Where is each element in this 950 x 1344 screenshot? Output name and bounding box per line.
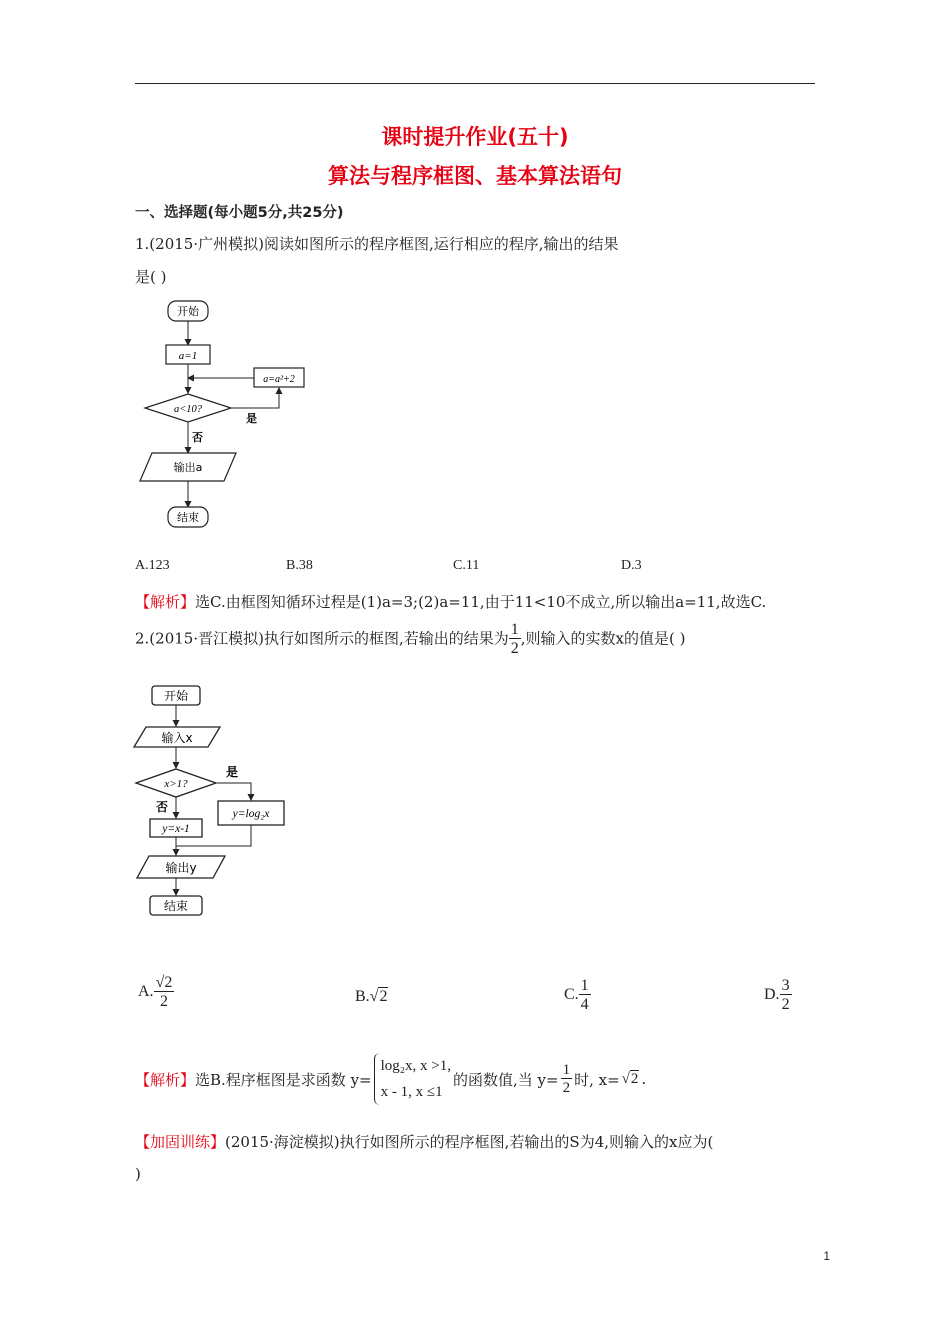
q1-flowchart <box>130 295 310 535</box>
q2-cond-text: x>1? <box>164 778 188 790</box>
q2-output-text: 输出y <box>165 861 197 875</box>
q2-right-text: y=log₂x <box>232 808 270 820</box>
q2-left-text: y=x-1 <box>162 823 190 835</box>
q1-stem-line1: 1.(2015·广州模拟)阅读如图所示的程序框图,运行相应的程序,输出的结果 <box>135 235 619 253</box>
q2-no-label: 否 <box>156 800 169 814</box>
q2-answer: 【解析】 选B.程序框图是求函数 y= log₂x, x >1, x - 1, x ≤1 的函数值,当 y= $\frac{1}{2}$ 时, x= √2 . <box>135 1053 646 1105</box>
extra-tag: 【加固训练】 <box>135 1133 226 1151</box>
q2-answer-pre: 选B.程序框图是求函数 y= <box>195 1070 372 1089</box>
q1-option-a: A.123 <box>135 558 170 573</box>
q1-answer-text: 选C.由框图知循环过程是(1)a=3;(2)a=11,由于11<10不成立,所以输出a=11,故选C. <box>195 593 767 611</box>
q1-end-text: 结束 <box>177 511 199 524</box>
q2-piecewise: log₂x, x >1, x - 1, x ≤1 <box>374 1053 451 1105</box>
q1-option-d: D.3 <box>621 558 642 573</box>
q2-option-d: D. $\frac{3}{2}$ <box>764 977 790 1013</box>
q2-option-b: B.√2 <box>355 988 388 1005</box>
q1-start-text: 开始 <box>177 305 199 318</box>
section-heading: 一、选择题(每小题5分,共25分) <box>135 205 344 221</box>
q2-start-text: 开始 <box>163 689 189 703</box>
q2-option-c: C. $\frac{1}{4}$ <box>564 977 589 1013</box>
q2-flowchart <box>130 680 300 920</box>
q1-output-text: 输出a <box>173 461 203 474</box>
q2-stem <box>135 622 685 657</box>
page-number: 1 <box>823 1249 830 1263</box>
q1-answer-tag: 【解析】 <box>135 593 196 611</box>
extra-line2: ) <box>135 1165 141 1183</box>
q1-option-c: C.11 <box>453 558 480 573</box>
page-subtitle: 算法与程序框图、基本算法语句 <box>328 164 622 188</box>
q1-cond-text: a<10? <box>173 404 203 415</box>
q1-no-label: 否 <box>192 431 203 444</box>
q1-stem-line2: 是( ) <box>135 268 167 286</box>
q1-yes-label: 是 <box>246 412 257 425</box>
q2-option-a: A. $\frac{√2}{2}$ <box>138 974 173 1010</box>
q2-stem-fraction: $\frac{1}{2}$ <box>510 621 519 657</box>
q1-option-b: B.38 <box>286 558 313 573</box>
q2-end-text: 结束 <box>163 899 189 913</box>
q2-yes-label: 是 <box>226 765 239 779</box>
page-title: 课时提升作业(五十) <box>381 125 569 149</box>
header-rule <box>135 83 815 84</box>
extra-line1: 【加固训练】(2015·海淀模拟)执行如图所示的程序框图,若输出的S为4,则输入的x应为( <box>135 1133 714 1151</box>
q2-stem-prefix: 2.(2015·晋江模拟)执行如图所示的框图,若输出的结果为 <box>135 629 509 648</box>
q2-input-text: 输入x <box>161 731 193 745</box>
q2-answer-tag: 【解析】 <box>135 1070 196 1089</box>
q1-init-text: a=1 <box>178 350 198 362</box>
q1-answer <box>135 591 766 612</box>
q1-update-text: a=a²+2 <box>263 374 295 385</box>
q2-stem-suffix: ,则输入的实数x的值是( ) <box>520 629 686 648</box>
